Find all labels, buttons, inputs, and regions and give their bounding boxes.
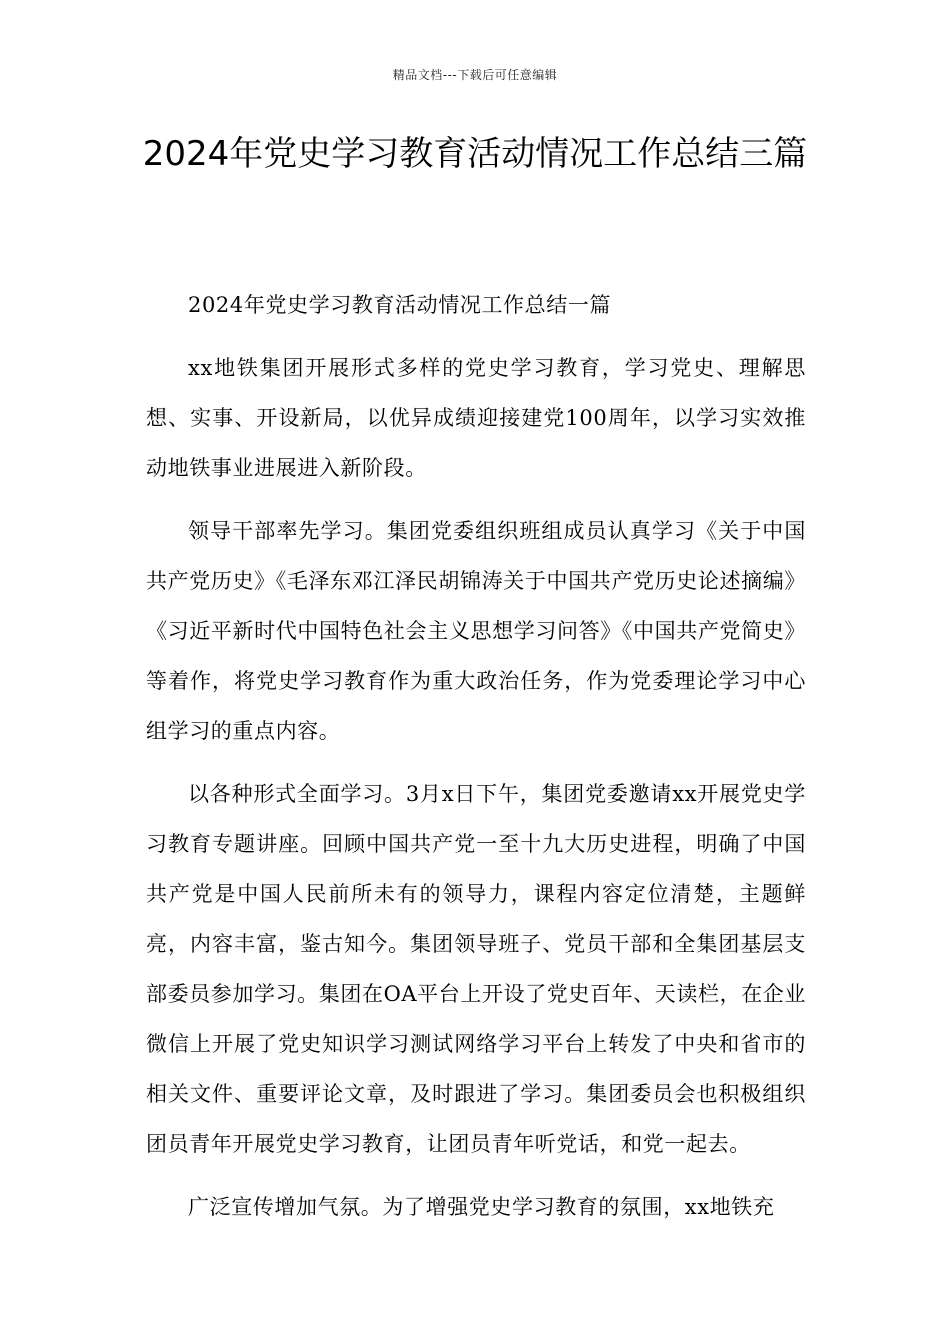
document-title: 2024年党史学习教育活动情况工作总结三篇 (142, 134, 808, 174)
document-body (146, 280, 806, 1232)
page-header-note: 精品文档---下载后可任意编辑 (392, 68, 558, 82)
section-heading: 2024年党史学习教育活动情况工作总结一篇 (188, 293, 612, 317)
body-paragraph: 领导干部率先学习。集团党委组织班组成员认真学习《关于中国共产党历史》《毛泽东邓江泽民胡锦涛关于中国共产党历史论述摘编》《习近平新时代中国特色社会主义思想学习问答》《中国共产党简史》等着作，将党史学习教育作为重大政治任务，作为党委理论学习中心组学习的重点内容。 (146, 519, 806, 743)
body-paragraph: 广泛宣传增加气氛。为了增强党史学习教育的氛围，xx地铁充 (188, 1195, 775, 1219)
body-paragraph: 以各种形式全面学习。3月x日下午，集团党委邀请xx开展党史学习教育专题讲座。回顾中国共产党一至十九大历史进程，明确了中国共产党是中国人民前所未有的领导力，课程内容定位清楚，主题鲜亮，内容丰富，鉴古知今。集团领导班子、党员干部和全集团基层支部委员参加学习。集团在OA平台上开设了党史百年、天读栏，在企业微信上开展了党史知识学习测试网络学习平台上转发了中央和省市的相关文件、重要评论文章，及时跟进了学习。集团委员会也积极组织团员青年开展党史学习教育，让团员青年听党话，和党一起去。 (146, 782, 806, 1156)
body-paragraph: xx地铁集团开展形式多样的党史学习教育，学习党史、理解思想、实事、开设新局，以优异成绩迎接建党100周年，以学习实效推动地铁事业进展进入新阶段。 (146, 356, 806, 480)
